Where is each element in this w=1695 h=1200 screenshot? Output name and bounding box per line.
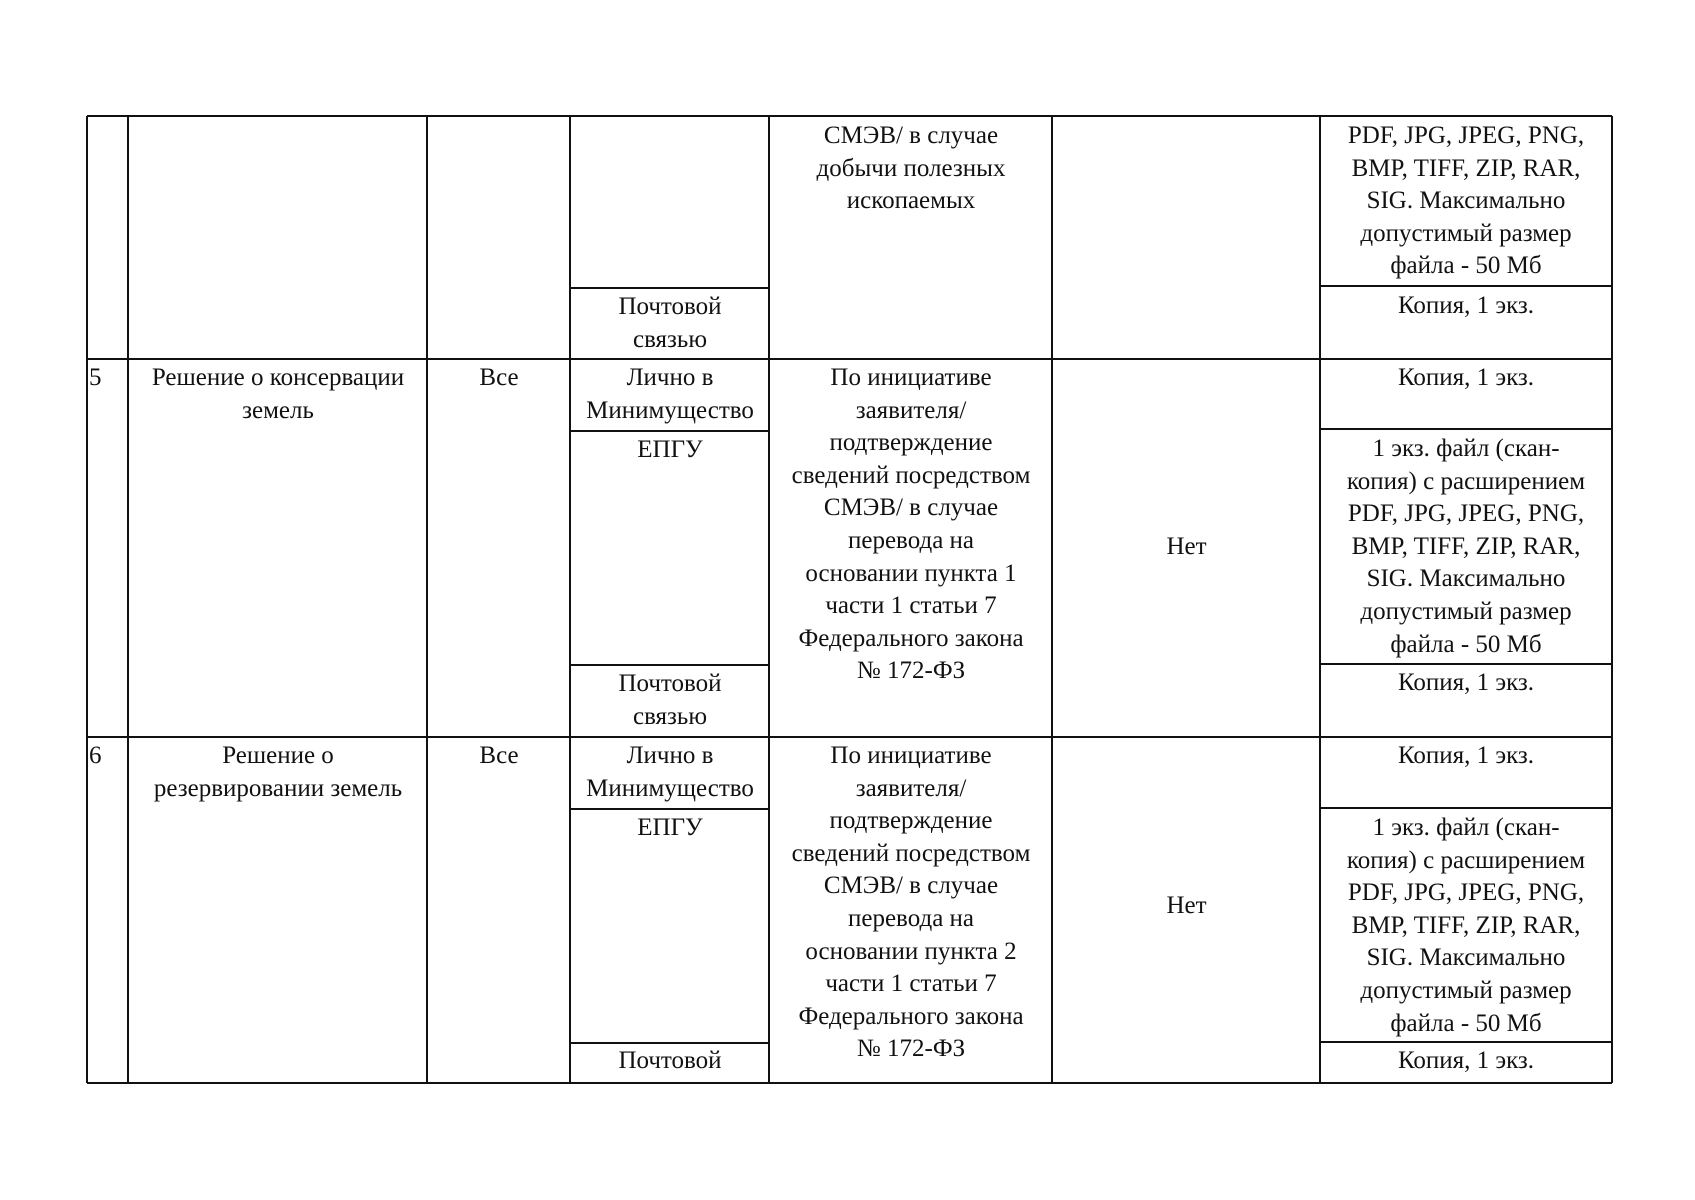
row-6-format-epgu: 1 экз. файл (скан- копия) с расширением PDF, JPG, JPEG, PNG, BMP, TIFF, ZIP, RAR, SIG. Максимально допустимый размер файла - 50 Мб: [1346, 814, 1586, 1037]
row-6-document: Решение о резервировании земель: [153, 742, 403, 802]
row-6-method-mail: Почтовой: [618, 1047, 722, 1074]
row-6-format-in-person: Копия, 1 экз.: [1397, 742, 1535, 769]
row-5-document: Решение о консервации земель: [151, 364, 405, 424]
row-5-method-mail: Почтовой связью: [618, 670, 722, 730]
row-5-required: Нет: [1166, 533, 1207, 560]
row-5-number: 5: [89, 364, 102, 391]
row-5-applicant: Все: [479, 364, 519, 391]
row-6-required: Нет: [1166, 892, 1207, 919]
row-5-format-in-person: Копия, 1 экз.: [1397, 364, 1535, 391]
row-5-format-mail: Копия, 1 экз.: [1397, 669, 1535, 696]
row-6-format-mail: Копия, 1 экз.: [1397, 1047, 1535, 1074]
row-5-format-epgu: 1 экз. файл (скан- копия) с расширением PDF, JPG, JPEG, PNG, BMP, TIFF, ZIP, RAR, SIG. Максимально допустимый размер файла - 50 Мб: [1346, 435, 1586, 658]
top-reason-cell: СМЭВ/ в случае добычи полезных ископаемых: [816, 122, 1006, 215]
row-5-reason: По инициативе заявителя/ подтверждение сведений посредством СМЭВ/ в случае перевода на основании пункта 1 части 1 статьи 7 Федерального закона № 172-ФЗ: [791, 364, 1031, 685]
top-mail-method-cell: Почтовой связью: [618, 293, 722, 353]
row-6-method-epgu: ЕПГУ: [637, 814, 703, 841]
row-6-reason: По инициативе заявителя/ подтверждение сведений посредством СМЭВ/ в случае перевода на основании пункта 2 части 1 статьи 7 Федерального закона № 172-ФЗ: [791, 742, 1031, 1063]
top-mail-format-cell: Копия, 1 экз.: [1397, 292, 1535, 319]
row-5-method-epgu: ЕПГУ: [637, 436, 703, 463]
row-6-number: 6: [89, 742, 102, 769]
row-5-method-in-person: Лично в Минимущество: [586, 364, 754, 424]
row-6-applicant: Все: [479, 742, 519, 769]
top-format-cell: PDF, JPG, JPEG, PNG, BMP, TIFF, ZIP, RAR, SIG. Максимально допустимый размер файла - 50 Мб: [1347, 122, 1585, 280]
row-6-method-in-person: Лично в Минимущество: [586, 742, 754, 802]
